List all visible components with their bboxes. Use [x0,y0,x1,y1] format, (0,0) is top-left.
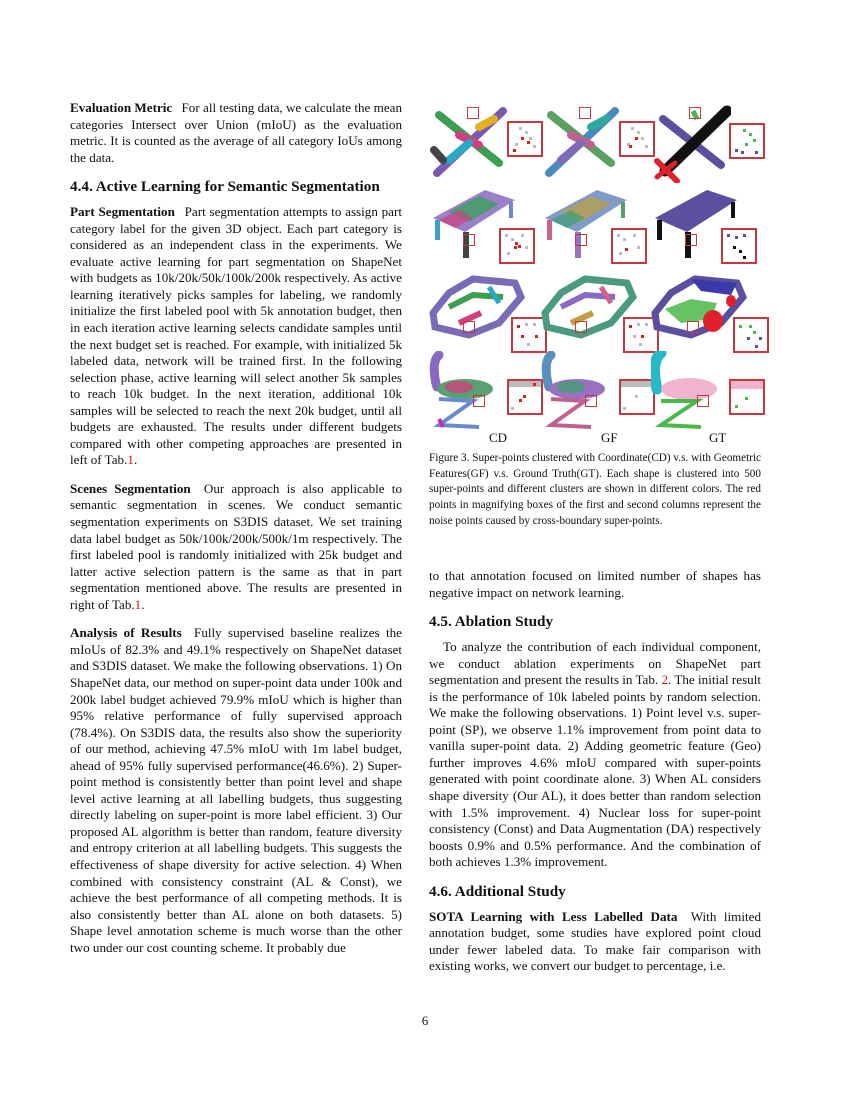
magnifier-box [499,228,535,264]
paragraph-text: . The initial result is the performance of 10k labeled points by random selection. We make the following observations. 1) Point level v.s. super-point (SP), we observe 1.1% improvement from point data to vanilla super-point data. 2) Adding geometric feature (Geo) further improves 4.6% mIoU compared with super-points generated with point coordinate alone. 3) When AL considers shape diversity (Our AL), it does better than random selection with 1.5% improvement. 4) Nuclear loss for super-point consistency (Const) and Data Augmentation (DA) respectively boosts 0.9% and 0.5% performance. And the combination of both achieves 1.3% improvement. [429,672,761,870]
evaluation-metric-paragraph [70,100,402,166]
column-label-gf: GF [601,430,618,445]
left-column [70,100,402,964]
magnifier-box [611,228,647,264]
table-reference-link[interactable]: 2 [661,672,669,688]
table-reference-link[interactable]: 1 [134,596,142,612]
magnifier-region-marker [585,395,597,407]
magnifier-box [507,121,543,157]
chair-gt-pointcloud-icon [651,351,731,431]
punctuation: . [133,452,138,468]
section-heading-4-6: 4.6. Additional Study [429,882,566,900]
magnifier-box [721,228,757,264]
magnifier-region-marker [575,234,587,246]
runin-heading: Scenes Segmentation [70,480,191,496]
ablation-study-paragraph [429,639,761,871]
chair-gf-pointcloud-icon [541,351,621,431]
figure-row-chair [429,351,761,431]
magnifier-region-marker [697,395,709,407]
page-number: 6 [421,1013,429,1028]
part-segmentation-paragraph [70,204,402,469]
runin-heading: Evaluation Metric [70,100,173,115]
magnifier-region-marker [473,395,485,407]
table-reference-link[interactable]: 1 [127,452,134,468]
continuation-paragraph: to that annotation focused on limited number of shapes has negative impact on network learning. [429,568,761,600]
paragraph-text: Fully supervised baseline realizes the mIoUs of 82.3% and 49.1% respectively on ShapeNet dataset and S3DIS dataset. We make the following observations. 1) On ShapeNet data, our method on super-point data under 100k and 200k label budget achieved 79.9% mIoU which is higher than 95% relative performance of fully supervised approach (78.4%). On S3DIS data, the results also show the superiority of our method, achieving 47.5% mIoU with 1m label budget, ahead of 95% fully supervised performance(46.6%). 2) Super-point method is consistently better than point level and shape level active learning at all labelling budgets, thus suggesting directly labeling on super-point is more label efficient. 3) Our proposed AL algorithm is better than random, feature diversity and entropy criterion at all labelling budgets. This suggests the effectiveness of shape diversity for active selection. 4) When combined with consistency constraint (AL & Const), we achieve the best performance of all competing methods. It is also consistently better than AL alone on both datasets. 5) Shape level annotation scheme is much worse than the other two under our cost counting scheme. It probably due [70,625,402,955]
figure-3-caption: Figure 3. Super-points clustered with Coordinate(CD) v.s. with Geometric Features(GF) v.s. Ground Truth(GT). Each shape is clustered into 500 super-points and different clusters are shown in different colors. The red points in magnifying boxes of the first and second columns represent the noise points caused by cross-boundary super-points. [429,452,761,527]
magnifier-region-marker [579,107,591,119]
paragraph-text: To analyze the contribution of each individual component, we conduct ablation experiments on ShapeNet part segmentation and present the results in Tab. [429,639,761,688]
analysis-of-results-paragraph [70,625,402,956]
right-column [429,568,761,983]
magnifier-region-marker [463,321,475,333]
magnifier-box [729,379,765,415]
figure-row-table [429,186,761,266]
magnifier-region-marker [689,107,701,119]
magnifier-box [733,317,769,353]
magnifier-region-marker [575,321,587,333]
magnifier-region-marker [687,321,699,333]
punctuation: . [141,596,145,612]
magnifier-box [729,123,765,159]
figure-3-superpoints [429,103,761,443]
figure-row-airplane [429,103,761,183]
figure-row-car [429,273,761,353]
section-heading-4-5: 4.5. Ablation Study [429,613,554,631]
magnifier-box [619,379,655,415]
sota-learning-paragraph [429,909,761,975]
runin-heading: SOTA Learning with Less Labelled Data [429,908,678,924]
runin-heading: Part Segmentation [70,204,175,220]
magnifier-box [507,379,543,415]
magnifier-region-marker [685,234,697,246]
chair-cd-pointcloud-icon [429,351,509,431]
runin-heading: Analysis of Results [70,625,182,641]
column-label-gt: GT [709,430,727,445]
section-heading-4-4: 4.4. Active Learning for Semantic Segmentation [70,178,380,196]
paragraph-text: With limited annotation budget, some studies have explored point cloud under fewer labeled data. To make fair comparison with existing works, we convert our budget to percentage, i.e. [429,908,761,974]
paragraph-text: Part segmentation attempts to assign part category label for the given 3D object. Each part category is considered as an independent class in the experiments. We evaluate active learning for part segmentation on ShapeNet with budgets as 10k/20k/50k/100k/200k respectively. As active learning iteratively picks samples for labeling, we randomly initialize the first labeled pool with 5k annotation budget, then in each iteration active learning selects candidate samples until the next budget set is reached. For example, with initialized 5k labeled data, network will be trained first. In the following selection phase, active learning will select another 5k samples to reach 10k budget. In the next iteration, additional 10k samples will be selected to reach the next 20k budget, until all budgets are exhausted. The results under different budgets compared with other competing approaches are presented in left of Tab. [70,204,402,468]
magnifier-region-marker [463,234,475,246]
paragraph-text: Our approach is also applicable to semantic segmentation in scenes. We conduct semantic segmentation experiments on S3DIS dataset. We set training data label budget as 50k/100k/200k/500k/1m respectively. The first labeled pool is randomly initialized with 25k budget and latter active selection pattern is the same as that in part segmentation mentioned above. The results are presented in right of Tab. [70,480,402,612]
magnifier-region-marker [467,107,479,119]
paragraph-text: For all testing data, we calculate the mean categories Intersect over Union (mIoU) as the evaluation metric. It is counted as the average of all category IoUs among the data. [70,100,402,165]
column-label-cd: CD [489,430,508,445]
magnifier-box [619,121,655,157]
scenes-segmentation-paragraph [70,481,402,613]
